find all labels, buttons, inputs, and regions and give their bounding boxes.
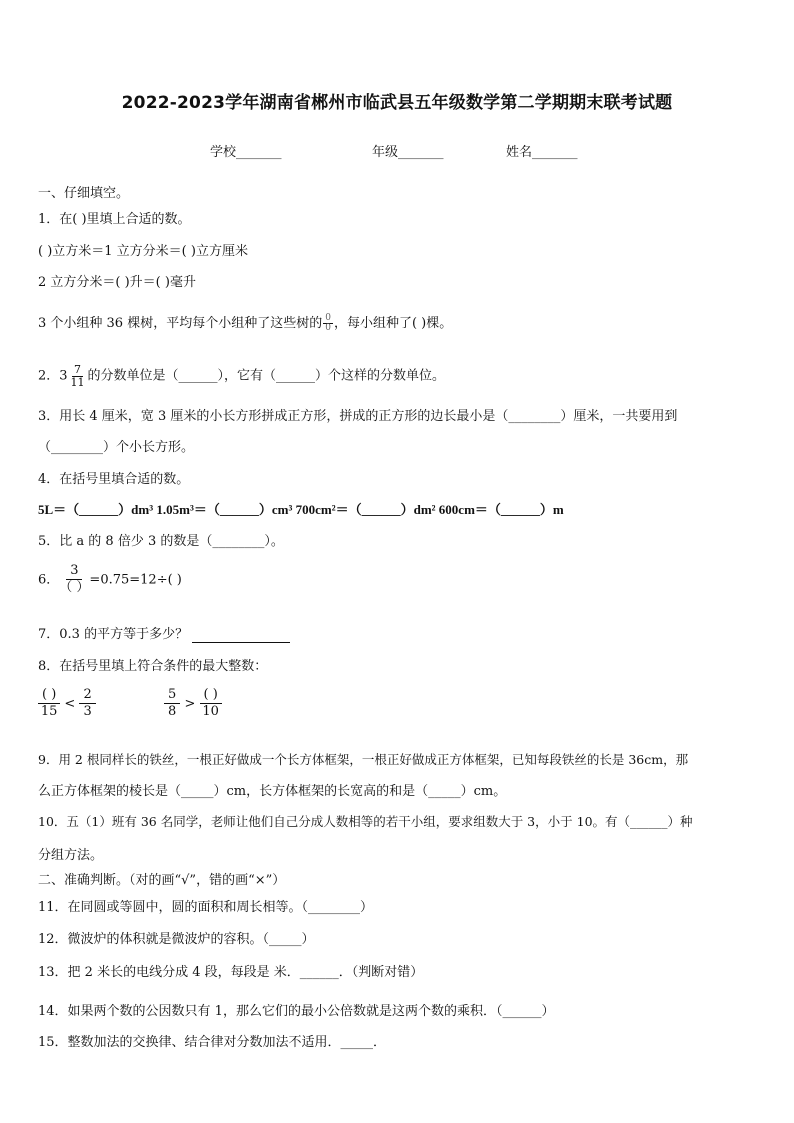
fraction-denominator: 8 (168, 704, 177, 720)
question-6-pre: 6． (38, 572, 60, 588)
grade-field: 年级_______ (372, 145, 444, 160)
question-13: 13．把 2 米长的电线分成 4 段，每段是 米．______．（判断对错） (38, 965, 424, 980)
fraction (59, 563, 89, 597)
question-15: 15．整数加法的交换律、结合律对分数加法不适用．_____． (38, 1035, 387, 1050)
page-title: 2022-2023学年湖南省郴州市临武县五年级数学第二学期期末联考试题 (121, 93, 673, 113)
question-1-line-b: 2 立方分米＝( )升＝( )毫升 (38, 275, 196, 290)
question-1-line-c-pre: 3 个小组种 36 棵树，平均每个小组种了这些树的 (38, 316, 323, 331)
question-10-line-1: 10．五（1）班有 36 名同学，老师让他们自己分成人数相等的若干小组，要求组数大于 3，小于 10。有（______）种 (38, 814, 693, 829)
section-heading-fill: 一、仔细填空。 (38, 186, 130, 201)
question-9-line-1: 9．用 2 根同样长的铁丝，一根正好做成一个长方体框架，一根正好做成正方体框架，已知每段铁丝的长是 36cm，那 (38, 752, 689, 767)
school-field: 学校_______ (210, 145, 282, 160)
question-1-line-a: ( )立方米＝1 立方分米＝( )立方厘米 (38, 244, 248, 259)
question-7-text: 7．0.3 的平方等于多少？ (38, 627, 189, 642)
fraction-numerator: 3 (66, 563, 82, 580)
fraction (323, 314, 333, 334)
question-11: 11．在同圆或等圆中，圆的面积和周长相等。（________） (38, 900, 374, 915)
question-14: 14．如果两个数的公因数只有 1，那么它们的最小公倍数就是这两个数的乘积．（______） (38, 1004, 555, 1019)
less-than-sign: < (64, 696, 76, 712)
fraction (38, 687, 60, 721)
question-2-pre: 2．3 (38, 368, 68, 384)
fraction (200, 687, 222, 721)
greater-than-sign: > (184, 696, 196, 712)
fraction-numerator: 7 (74, 363, 82, 376)
question-8-stem: 8．在括号里填上符合条件的最大整数： (38, 659, 268, 674)
question-2 (38, 364, 445, 388)
fraction (69, 364, 87, 388)
question-6-post: =0.75=12÷( ) (89, 572, 182, 588)
question-8-comparisons (38, 687, 222, 721)
question-2-post: 的分数单位是（______），它有（______）个这样的分数单位。 (87, 368, 446, 384)
fraction-denominator: 10 (202, 704, 219, 720)
fraction-denominator: 0 (325, 323, 331, 333)
fraction-denominator: 3 (83, 704, 92, 720)
fraction (164, 687, 180, 721)
question-3-line-2: （________）个小长方形。 (38, 440, 195, 455)
question-10-line-2: 分组方法。 (38, 848, 104, 863)
fraction-denominator: 15 (40, 704, 58, 720)
question-3-line-1: 3．用长 4 厘米，宽 3 厘米的小长方形拼成正方形，拼成的正方形的边长最小是（________）厘米，一共要用到 (38, 409, 678, 424)
fraction-numerator: 5 (164, 687, 180, 704)
fraction-numerator: ( ) (38, 687, 60, 704)
question-12: 12．微波炉的体积就是微波炉的容积。（_____） (38, 932, 315, 947)
fraction-numerator: 0 (325, 312, 331, 323)
question-1-line-c-post: ，每小组种了( )棵。 (333, 316, 453, 331)
question-1-line-c (38, 312, 452, 333)
question-6 (38, 563, 182, 597)
name-field: 姓名_______ (506, 145, 578, 160)
fraction-denominator: 11 (70, 375, 85, 389)
fraction-numerator: ( ) (200, 687, 222, 704)
fraction-numerator: 2 (79, 687, 95, 704)
question-9-line-2: 么正方体框架的棱长是（_____）cm，长方体框架的长宽高的和是（_____）cm。 (38, 784, 507, 799)
question-4-items: 5L＝（______）dm³ 1.05m³＝（______）cm³ 700cm²＝（______）dm² 600cm＝（______）m (38, 502, 564, 517)
fraction (79, 687, 95, 721)
question-4-stem: 4．在括号里填合适的数。 (38, 472, 190, 487)
question-1-stem: 1．在( )里填上合适的数。 (38, 212, 191, 227)
fraction-denominator: （ ） (59, 580, 90, 596)
answer-blank (192, 627, 290, 643)
question-7 (38, 623, 290, 643)
section-heading-judge: 二、准确判断。（对的画“√”，错的画“×”） (38, 873, 286, 888)
question-5: 5．比 a 的 8 倍少 3 的数是（________）。 (38, 534, 284, 549)
